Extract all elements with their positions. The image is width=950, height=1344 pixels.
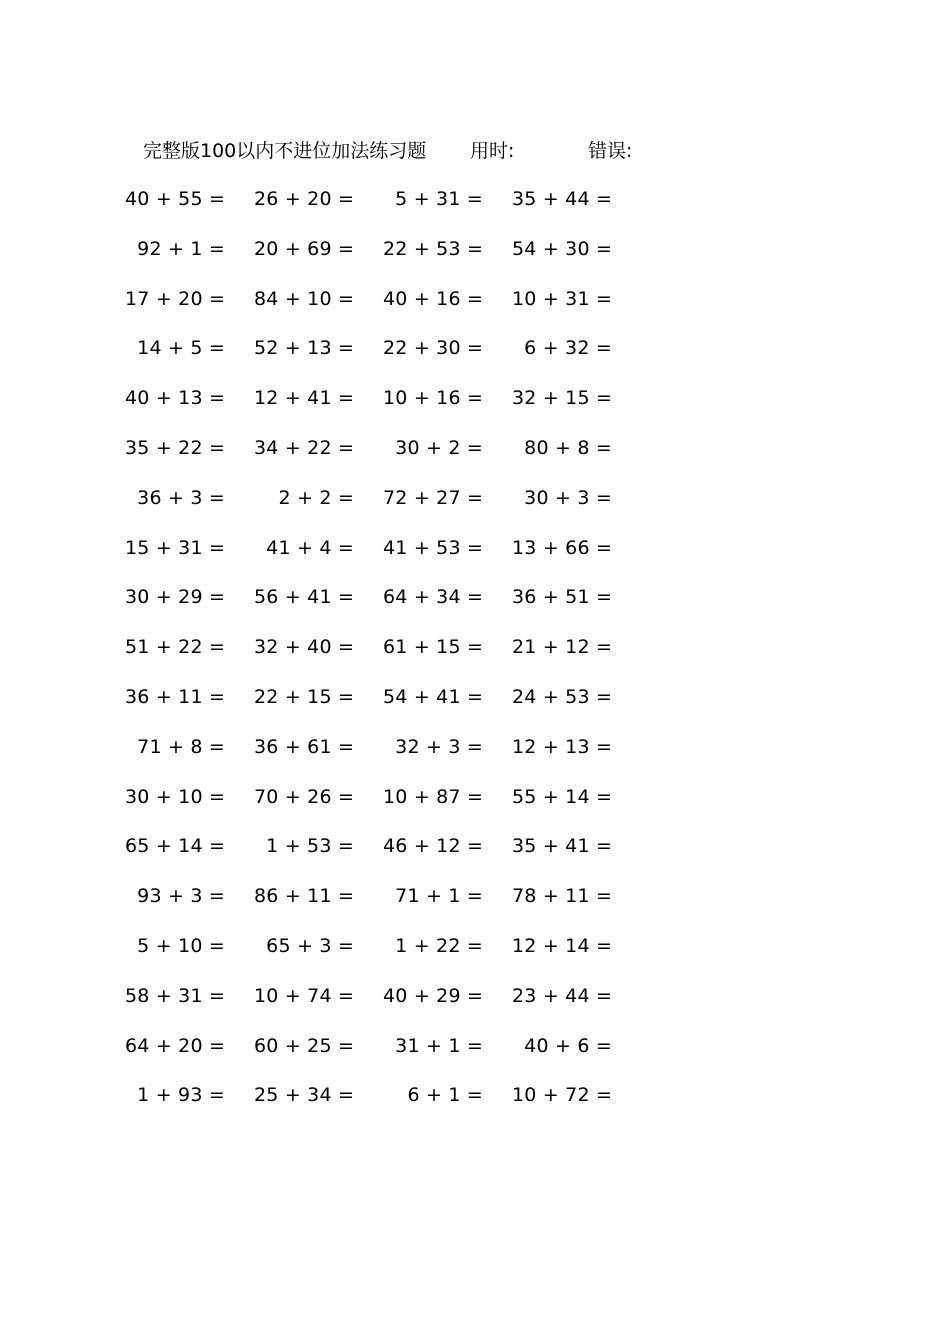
problem-cell: 64 + 34 = (383, 586, 484, 609)
problem-row (0, 534, 950, 584)
problem-cell: 17 + 20 = (125, 287, 226, 310)
problem-cell: 32 + 40 = (254, 636, 355, 659)
problem-cell: 40 + 6 = (524, 1034, 612, 1057)
problem-cell: 21 + 12 = (512, 636, 613, 659)
problem-cell: 12 + 14 = (512, 934, 613, 957)
problem-cell: 40 + 16 = (383, 287, 484, 310)
problem-row (0, 185, 950, 235)
problem-cell: 46 + 12 = (383, 835, 484, 858)
problem-cell: 23 + 44 = (512, 984, 613, 1007)
problem-cell: 5 + 10 = (137, 934, 225, 957)
problem-cell: 26 + 20 = (254, 188, 355, 210)
problem-cell: 40 + 55 = (125, 188, 226, 210)
problem-row (0, 484, 950, 534)
problem-cell: 40 + 13 = (125, 387, 226, 410)
problem-row (0, 434, 950, 484)
problem-row (0, 683, 950, 733)
problem-row (0, 1081, 950, 1131)
problem-cell: 35 + 22 = (125, 436, 226, 459)
problem-row (0, 932, 950, 982)
problem-cell: 15 + 31 = (125, 536, 226, 559)
problem-row (0, 783, 950, 833)
problem-cell: 36 + 3 = (137, 486, 225, 509)
problem-cell: 84 + 10 = (254, 287, 355, 310)
problem-cell: 30 + 29 = (125, 586, 226, 609)
problem-row (0, 733, 950, 783)
problem-cell: 36 + 51 = (512, 586, 613, 609)
problem-row (0, 583, 950, 633)
problem-cell: 10 + 72 = (512, 1084, 613, 1107)
problem-cell: 36 + 61 = (254, 735, 355, 758)
problem-row (0, 882, 950, 932)
problem-cell: 93 + 3 = (137, 885, 225, 908)
problem-cell: 52 + 13 = (254, 337, 355, 360)
problem-cell: 41 + 4 = (266, 536, 354, 559)
problem-cell: 61 + 15 = (383, 636, 484, 659)
problem-row (0, 633, 950, 683)
problem-cell: 40 + 29 = (383, 984, 484, 1007)
problem-cell: 10 + 87 = (383, 785, 484, 808)
time-label: 用时: (470, 140, 515, 162)
problem-cell: 25 + 34 = (254, 1084, 355, 1107)
problem-cell: 1 + 22 = (395, 934, 483, 957)
problem-cell: 41 + 53 = (383, 536, 484, 559)
problem-cell: 14 + 5 = (137, 337, 225, 360)
problem-cell: 12 + 41 = (254, 387, 355, 410)
problem-cell: 6 + 32 = (524, 337, 612, 360)
problem-cell: 56 + 41 = (254, 586, 355, 609)
problem-cell: 12 + 13 = (512, 735, 613, 758)
problem-row (0, 384, 950, 434)
problem-cell: 32 + 3 = (395, 735, 483, 758)
problem-cell: 1 + 93 = (137, 1084, 225, 1107)
problem-cell: 34 + 22 = (254, 436, 355, 459)
problem-cell: 32 + 15 = (512, 387, 613, 410)
error-label: 错误: (588, 140, 633, 162)
problem-cell: 55 + 14 = (512, 785, 613, 808)
problem-cell: 86 + 11 = (254, 885, 355, 908)
problem-cell: 58 + 31 = (125, 984, 226, 1007)
problem-cell: 6 + 1 = (407, 1084, 483, 1107)
problem-cell: 24 + 53 = (512, 685, 613, 708)
problem-cell: 5 + 31 = (395, 188, 483, 210)
problem-cell: 22 + 30 = (383, 337, 484, 360)
problem-cell: 10 + 74 = (254, 984, 355, 1007)
problem-cell: 78 + 11 = (512, 885, 613, 908)
problem-cell: 30 + 2 = (395, 436, 483, 459)
problem-cell: 30 + 10 = (125, 785, 226, 808)
problem-cell: 72 + 27 = (383, 486, 484, 509)
problem-cell: 70 + 26 = (254, 785, 355, 808)
problem-cell: 2 + 2 = (278, 486, 354, 509)
problem-row (0, 285, 950, 335)
problem-row (0, 235, 950, 285)
problem-cell: 51 + 22 = (125, 636, 226, 659)
problem-cell: 54 + 30 = (512, 237, 613, 260)
problem-cell: 22 + 53 = (383, 237, 484, 260)
problem-cell: 60 + 25 = (254, 1034, 355, 1057)
problem-cell: 92 + 1 = (137, 237, 225, 260)
problem-cell: 54 + 41 = (383, 685, 484, 708)
problem-grid (0, 185, 950, 1131)
problem-cell: 71 + 1 = (395, 885, 483, 908)
problem-row (0, 334, 950, 384)
problem-cell: 30 + 3 = (524, 486, 612, 509)
problem-cell: 65 + 14 = (125, 835, 226, 858)
problem-cell: 65 + 3 = (266, 934, 354, 957)
worksheet-title: 完整版100以内不进位加法练习题 (143, 140, 427, 162)
problem-cell: 10 + 16 = (383, 387, 484, 410)
problem-cell: 22 + 15 = (254, 685, 355, 708)
problem-cell: 64 + 20 = (125, 1034, 226, 1057)
problem-cell: 20 + 69 = (254, 237, 355, 260)
problem-row (0, 1032, 950, 1082)
problem-cell: 31 + 1 = (395, 1034, 483, 1057)
problem-row (0, 832, 950, 882)
problem-cell: 71 + 8 = (137, 735, 225, 758)
problem-cell: 80 + 8 = (524, 436, 612, 459)
problem-cell: 36 + 11 = (125, 685, 226, 708)
problem-cell: 13 + 66 = (512, 536, 613, 559)
worksheet-header (0, 137, 950, 165)
problem-row (0, 982, 950, 1032)
problem-cell: 10 + 31 = (512, 287, 613, 310)
problem-cell: 1 + 53 = (266, 835, 354, 858)
problem-cell: 35 + 41 = (512, 835, 613, 858)
problem-cell: 35 + 44 = (512, 188, 613, 210)
